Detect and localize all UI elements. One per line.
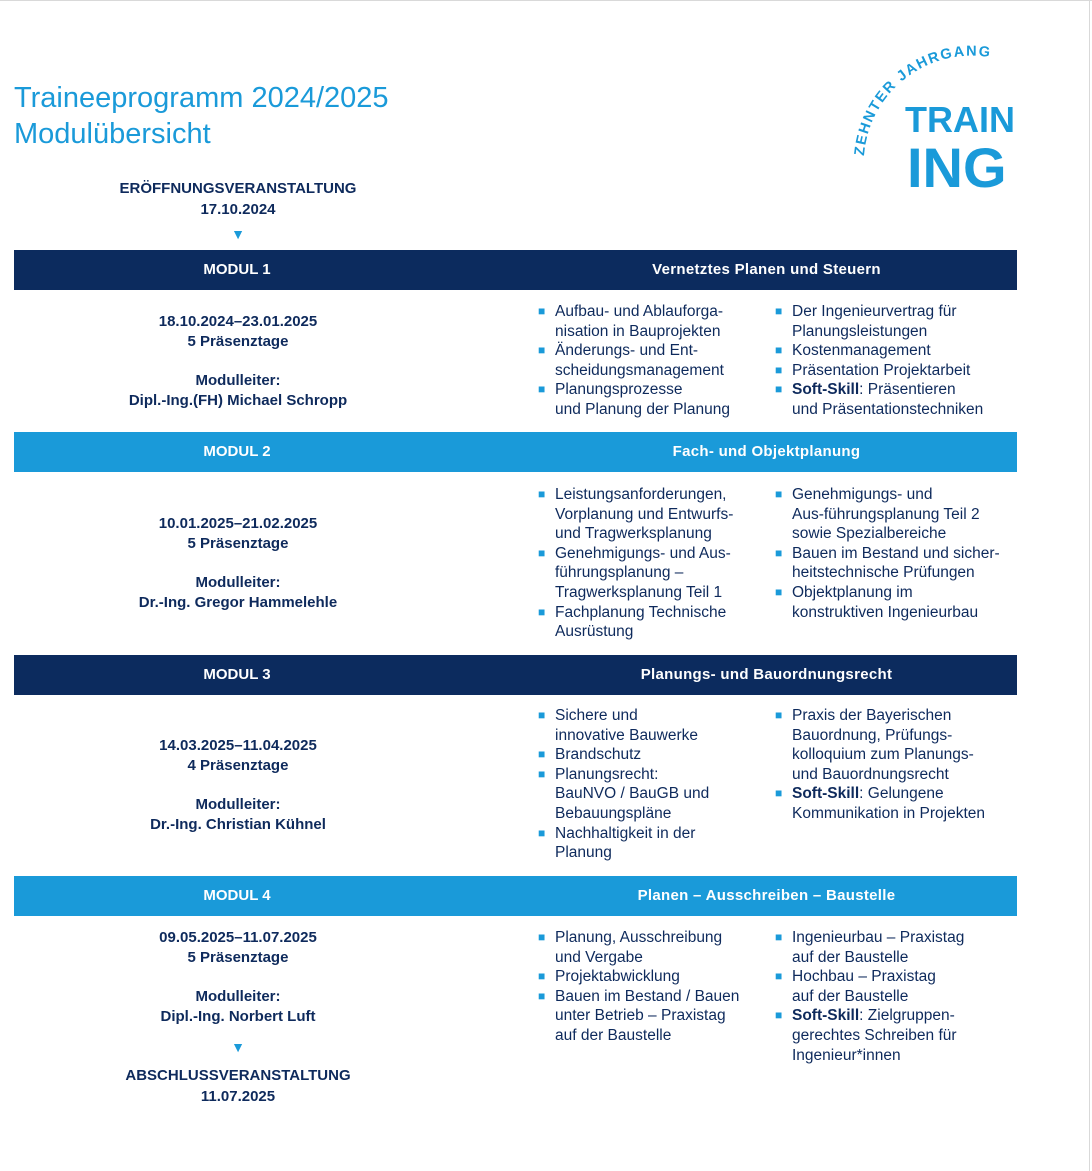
- bullet-square-icon: ■: [775, 487, 783, 501]
- opening-date: 17.10.2024: [200, 201, 276, 218]
- training-logo: [840, 38, 1030, 198]
- topic-line: Vorplanung und Entwurfs-: [555, 505, 734, 523]
- module-info: [8, 928, 468, 1027]
- topic-item: [775, 380, 983, 419]
- topic-line: Sichere und: [555, 707, 638, 724]
- module-info: [8, 736, 468, 835]
- topic-line: Kommunikation in Projekten: [792, 804, 985, 822]
- module-dates: 10.01.2025–21.02.2025: [158, 515, 318, 532]
- closing-date: 11.07.2025: [200, 1088, 276, 1105]
- topic-item: [538, 745, 709, 765]
- module-leader-label: Modulleiter:: [195, 988, 281, 1005]
- topic-item: [538, 380, 730, 419]
- topic-line: und Vergabe: [555, 948, 643, 966]
- topic-list-left: [538, 928, 739, 1046]
- topic-line: auf der Baustelle: [792, 948, 909, 966]
- module-leader-label: Modulleiter:: [195, 574, 281, 591]
- topic-line: Ingenieur*innen: [792, 1046, 901, 1064]
- topic-item: [538, 485, 733, 544]
- module-number: MODUL 2: [203, 443, 271, 460]
- module-title: Planungs- und Bauordnungsrecht: [640, 666, 893, 683]
- module-dates: 09.05.2025–11.07.2025: [159, 929, 317, 946]
- module-title: Planen – Ausschreiben – Baustelle: [637, 887, 896, 904]
- module-days: 5 Präsenztage: [187, 535, 289, 552]
- topic-item: [775, 1006, 964, 1065]
- topic-line: Planungsrecht:: [555, 765, 659, 783]
- module-number: MODUL 1: [203, 261, 271, 278]
- topic-line: Bauen im Bestand und sicher-: [792, 544, 1000, 562]
- opening-label: ERÖFFNUNGSVERANSTALTUNG: [119, 180, 357, 197]
- topic-item: [538, 928, 739, 967]
- topic-item: [538, 544, 733, 603]
- topic-list-right: [775, 706, 985, 824]
- topic-line: innovative Bauwerke: [555, 726, 699, 744]
- bullet-square-icon: ■: [538, 988, 546, 1003]
- title-line-2: Modulübersicht: [14, 118, 211, 150]
- module-leader-name: Dipl.-Ing.(FH) Michael Schropp: [128, 392, 348, 409]
- topic-line: Soft-Skill: Zielgruppen-: [792, 1007, 955, 1025]
- topic-line: Soft-Skill: Präsentieren: [792, 381, 956, 399]
- module-title: Vernetztes Planen und Steuern: [652, 261, 881, 278]
- closing-label: ABSCHLUSSVERANSTALTUNG: [125, 1067, 351, 1084]
- module-header-bar: [14, 250, 1017, 290]
- topic-list-left: [538, 302, 730, 420]
- topic-item: [775, 341, 983, 361]
- bullet-square-icon: ■: [538, 766, 546, 781]
- bullet-square-icon: ■: [775, 343, 783, 358]
- topic-line: Genehmigungs- und: [792, 486, 933, 503]
- topic-line: nisation in Bauprojekten: [555, 322, 721, 340]
- topic-line: Kostenmanagement: [792, 342, 931, 360]
- bullet-square-icon: ■: [775, 584, 783, 599]
- topic-item: [775, 784, 985, 823]
- topic-line: führungsplanung –: [555, 564, 684, 582]
- topic-item: [775, 485, 1000, 544]
- topic-line: scheidungsmanagement: [555, 361, 724, 379]
- topic-line: Änderungs- und Ent-: [555, 342, 699, 360]
- module-header-bar: [14, 432, 1017, 472]
- topic-item: [775, 583, 1000, 622]
- topic-item: [538, 824, 709, 863]
- bullet-square-icon: ■: [538, 825, 546, 840]
- topic-item: [538, 765, 709, 824]
- module-number: MODUL 3: [203, 666, 271, 683]
- closing-event: [8, 1065, 468, 1107]
- topic-item: [538, 706, 709, 745]
- module-info: [8, 312, 468, 411]
- topic-line: und Planung der Planung: [555, 400, 730, 418]
- title-line-1: Traineeprogramm 2024/2025: [14, 82, 389, 114]
- bullet-square-icon: ■: [538, 604, 546, 619]
- topic-item: [775, 361, 983, 381]
- topic-line: Bauordnung, Prüfungs-: [792, 726, 953, 744]
- module-header-bar: [14, 655, 1017, 695]
- topic-line: Objektplanung im: [792, 583, 913, 601]
- topic-item: [775, 928, 964, 967]
- topic-item: [775, 967, 964, 1006]
- module-leader-name: Dipl.-Ing. Norbert Luft: [160, 1008, 316, 1025]
- topic-item: [538, 302, 730, 341]
- topic-line: Tragwerksplanung Teil 1: [555, 583, 723, 601]
- bullet-square-icon: ■: [775, 786, 783, 801]
- module-dates: 14.03.2025–11.04.2025: [159, 737, 317, 754]
- module-dates: 18.10.2024–23.01.2025: [158, 313, 318, 330]
- topic-item: [538, 987, 739, 1046]
- topic-line: heitstechnische Prüfungen: [792, 564, 975, 582]
- topic-list-right: [775, 485, 1000, 622]
- topic-line: BauNVO / BauGB und: [555, 785, 710, 803]
- bullet-square-icon: ■: [538, 343, 546, 358]
- topic-line: Praxis der Bayerischen: [792, 707, 952, 724]
- topic-line: Planungsleistungen: [792, 322, 928, 340]
- logo-word-ing: ING: [907, 136, 1007, 199]
- module-leader-name: Dr.-Ing. Gregor Hammelehle: [138, 594, 338, 611]
- topic-line: auf der Baustelle: [792, 987, 909, 1005]
- module-leader-name: Dr.-Ing. Christian Kühnel: [150, 816, 326, 833]
- topic-line: Bebauungspläne: [555, 804, 672, 822]
- topic-line: Ingenieurbau – Praxistag: [792, 929, 965, 946]
- topic-line: und Tragwerksplanung: [555, 525, 712, 543]
- logo-word-train: TRAIN: [905, 99, 1015, 140]
- topic-item: [538, 603, 733, 642]
- module-leader-label: Modulleiter:: [195, 372, 281, 389]
- bullet-square-icon: ■: [538, 930, 546, 944]
- bullet-square-icon: ■: [538, 304, 546, 318]
- topic-line: Präsentation Projektarbeit: [792, 361, 971, 379]
- bullet-square-icon: ■: [538, 708, 546, 722]
- topic-line: gerechtes Schreiben für: [792, 1026, 957, 1044]
- bullet-square-icon: ■: [775, 382, 783, 397]
- bullet-square-icon: ■: [775, 708, 783, 722]
- bullet-square-icon: ■: [538, 545, 546, 560]
- topic-line: Nachhaltigkeit in der: [555, 824, 696, 842]
- topic-item: [775, 706, 985, 784]
- topic-line: Soft-Skill: Gelungene: [792, 785, 944, 803]
- topic-line: Hochbau – Praxistag: [792, 968, 936, 986]
- logo-arc-label: ZEHNTER JAHRGANG: [851, 43, 993, 157]
- arrow-down-icon: ▼: [231, 1039, 245, 1055]
- topic-line: sowie Spezialbereiche: [792, 525, 947, 543]
- topic-item: [775, 544, 1000, 583]
- module-days: 4 Präsenztage: [187, 757, 289, 774]
- topic-line: Fachplanung Technische: [555, 603, 727, 621]
- topic-item: [538, 967, 739, 987]
- bullet-square-icon: ■: [538, 382, 546, 397]
- module-number: MODUL 4: [203, 887, 271, 904]
- topic-list-left: [538, 485, 733, 642]
- topic-line: Der Ingenieurvertrag für: [792, 303, 957, 320]
- bullet-square-icon: ■: [775, 545, 783, 560]
- bullet-square-icon: ■: [775, 362, 783, 377]
- topic-line: Planungsprozesse: [555, 381, 683, 399]
- topic-list-left: [538, 706, 709, 863]
- topic-line: Projektabwicklung: [555, 968, 680, 986]
- topic-line: Aufbau- und Ablauforga-: [555, 303, 724, 320]
- bullet-square-icon: ■: [538, 747, 546, 762]
- module-title: Fach- und Objektplanung: [672, 443, 861, 460]
- module-info: [8, 514, 468, 613]
- topic-line: konstruktiven Ingenieurbau: [792, 603, 979, 621]
- bullet-square-icon: ■: [775, 930, 783, 944]
- arrow-down-icon: ▼: [231, 226, 245, 242]
- topic-line: Bauen im Bestand / Bauen: [555, 987, 740, 1005]
- topic-line: Ausrüstung: [555, 623, 634, 641]
- module-header-bar: [14, 876, 1017, 916]
- topic-line: Planung, Ausschreibung: [555, 929, 723, 946]
- topic-list-right: [775, 302, 983, 420]
- bullet-square-icon: ■: [775, 969, 783, 984]
- topic-line: Leistungsanforderungen,: [555, 486, 727, 503]
- topic-line: Aus-führungsplanung Teil 2: [792, 505, 980, 523]
- module-days: 5 Präsenztage: [187, 949, 289, 966]
- topic-item: [775, 302, 983, 341]
- topic-line: und Bauordnungsrecht: [792, 765, 949, 783]
- topic-line: und Präsentationstechniken: [792, 400, 984, 418]
- topic-line: kolloquium zum Planungs-: [792, 746, 974, 764]
- opening-event: [8, 178, 468, 220]
- topic-line: auf der Baustelle: [555, 1026, 672, 1044]
- topic-line: unter Betrieb – Praxistag: [555, 1007, 726, 1025]
- right-border: [1089, 0, 1090, 1171]
- bullet-square-icon: ■: [538, 969, 546, 984]
- bullet-square-icon: ■: [538, 487, 546, 501]
- topic-item: [538, 341, 730, 380]
- module-leader-label: Modulleiter:: [195, 796, 281, 813]
- page-title: [14, 80, 389, 152]
- bullet-square-icon: ■: [775, 304, 783, 318]
- topic-line: Genehmigungs- und Aus-: [555, 544, 731, 562]
- module-days: 5 Präsenztage: [187, 333, 289, 350]
- topic-line: Planung: [555, 844, 612, 862]
- top-border: [0, 0, 1092, 1]
- bullet-square-icon: ■: [775, 1008, 783, 1023]
- topic-list-right: [775, 928, 964, 1065]
- topic-line: Brandschutz: [555, 746, 642, 764]
